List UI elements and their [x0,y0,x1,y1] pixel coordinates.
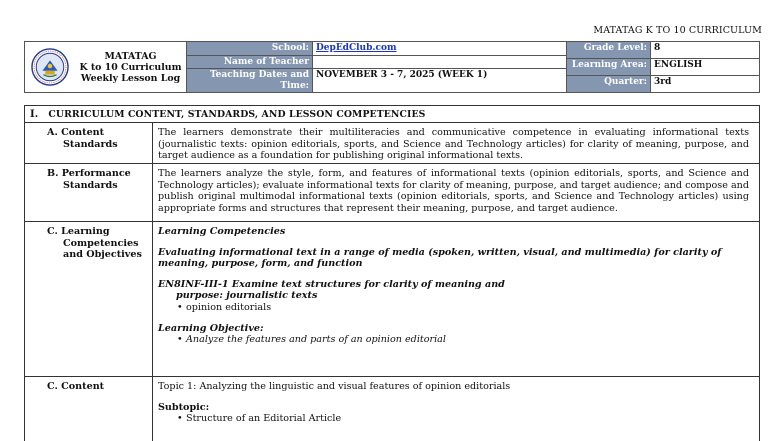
dates-value: NOVEMBER 3 - 7, 2025 (WEEK 1) [316,70,488,80]
content-row [25,377,759,441]
section-title: CURRICULUM CONTENT, STANDARDS, AND LESSON COMPETENCIES [48,108,426,120]
performance-standards-text: The learners analyze the style, form, and features of informational texts (opinion editorials, sports, and Science and Technology articles); evaluate informational texts for clarity of meaning, purpose, and target audience; and compose and publish original multimodal informational texts (opinion editorials, sports, and Science and Technology articles) using appropriate forms and structures that represent their meaning, purpose, and target audience. [158,168,749,214]
area-value: ENGLISH [654,60,703,70]
competency-main: Evaluating informational text in a range of media (spoken, written, visual, and multimedia) for clarity of meaning, purpose, form, and function [158,246,722,270]
content-standards-row [25,123,759,164]
section-heading [25,106,759,123]
school-label: School: [187,42,313,55]
competencies-label [25,222,153,376]
content-label: C. Content [25,377,153,441]
competency-code-line-1: EN8INF-III-1 Examine text structures for clarity of meaning and [158,278,505,290]
title-line-2: K to 10 Curriculum [79,61,182,73]
content-standards-label [25,123,153,163]
dates-label: Teaching Dates and Time: [187,69,313,92]
deped-seal-icon [31,48,69,86]
competencies-content [153,222,759,376]
teacher-value [313,56,566,69]
subtopic-bullet: • Structure of an Editorial Article [158,413,749,425]
quarter-value: 3rd [654,77,672,87]
quarter-label: Quarter: [567,76,651,92]
competencies-label-1: C. Learning [47,226,110,237]
performance-standards-label-2: Standards [63,179,118,191]
objective-heading: Learning Objective: [158,322,264,334]
competencies-label-2: Competencies [63,237,139,249]
area-label: Learning Area: [567,59,651,75]
content-body [153,377,759,441]
title-line-3: Weekly Lesson Log [80,72,181,84]
header-info-right [567,42,759,92]
performance-standards-label-1: B. Performance [47,168,131,179]
grade-value: 8 [654,43,661,53]
school-value [313,42,566,55]
content-topic: Topic 1: Analyzing the linguistic and visual features of opinion editorials [158,381,511,392]
curriculum-table [24,105,760,441]
curriculum-header-note: MATATAG K TO 10 CURRICULUM [593,25,762,36]
subtopic-label: Subtopic: [158,401,210,413]
content-standards-text: The learners demonstrate their multiliteracies and communicative competence in evaluating informational texts (journalistic texts: opinion editorials, sports, and Science and Technology articles) for clarity of meaning, purpose, and target audience as a foundation for publishing original informational texts. [158,127,749,162]
objective-bullet: • Analyze the features and parts of an opinion editorial [158,334,749,346]
competencies-label-3: and Objectives [63,249,142,261]
content-standards-label-2: Standards [63,138,118,150]
performance-standards-row [25,164,759,222]
lesson-log-header [24,41,760,93]
competencies-heading: Learning Competencies [158,226,286,237]
school-link[interactable]: DepEdClub.com [316,43,397,53]
logo-cell [25,42,75,92]
lesson-log-title [75,42,187,92]
competencies-row [25,222,759,377]
performance-standards-label [25,164,153,221]
header-info-middle [187,42,567,92]
grade-label: Grade Level: [567,42,651,58]
content-standards-label-1: A. Content [47,127,105,138]
title-line-1: MATATAG [104,50,157,62]
teacher-label: Name of Teacher [187,56,313,69]
competency-code-line-2: purpose: journalistic texts [176,290,318,302]
section-numeral: I. [30,108,39,120]
competency-bullet-1: • opinion editorials [158,302,749,314]
